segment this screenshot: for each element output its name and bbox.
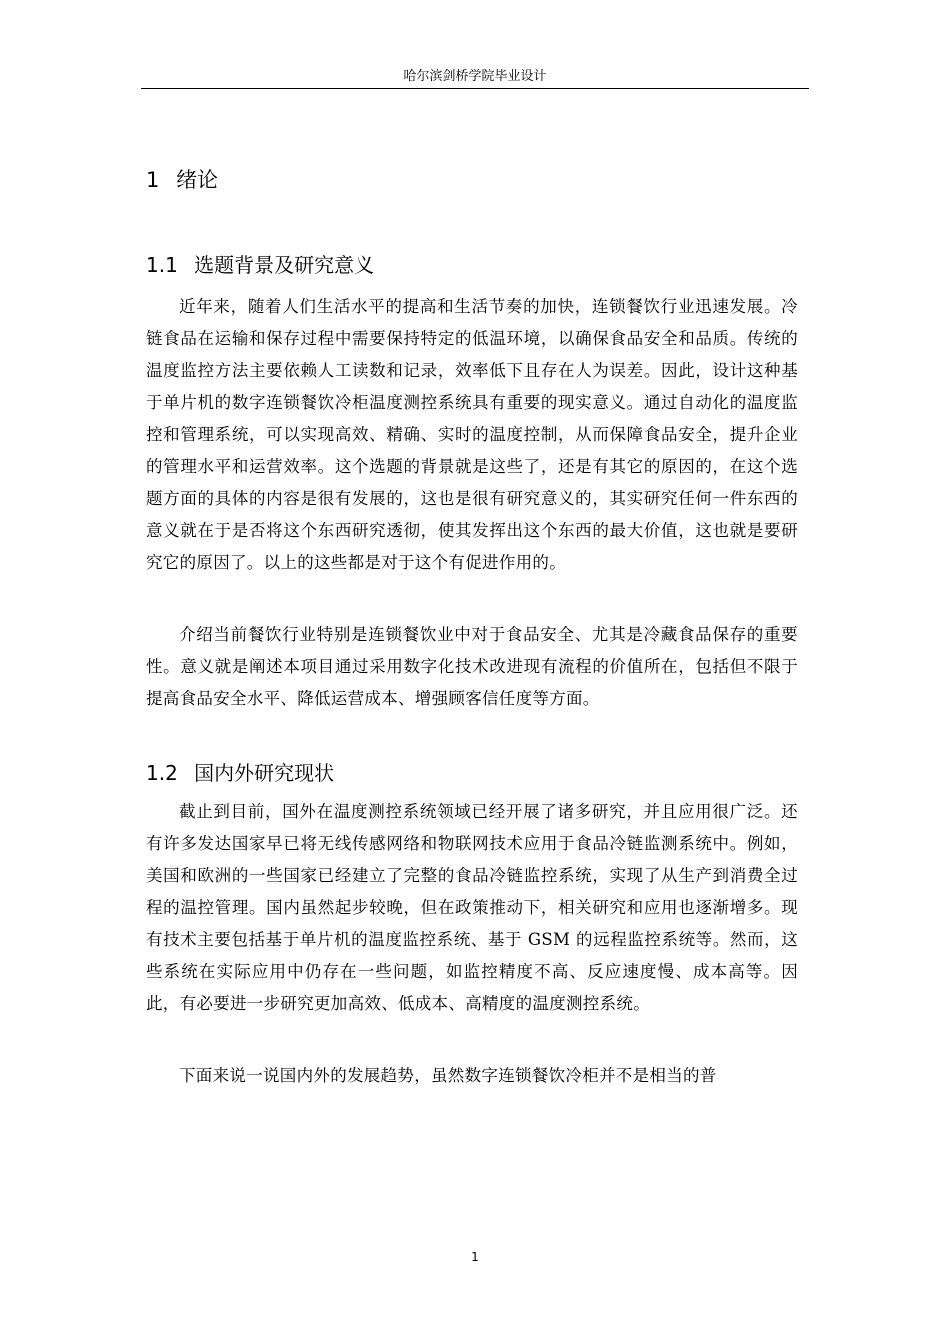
section-heading-1-1 xyxy=(146,252,374,278)
paragraph: 近年来，随着人们生活水平的提高和生活节奏的加快，连锁餐饮行业迅速发展。冷链食品在运输和保存过程中需要保持特定的低温环境，以确保食品安全和品质。传统的温度监控方法主要依赖人工读数和记录，效率低下且存在人为误差。因此，设计这种基于单片机的数字连锁餐饮冷柜温度测控系统具有重要的现实意义。通过自动化的温度监控和管理系统，可以实现高效、精确、实时的温度控制，从而保障食品安全，提升企业的管理水平和运营效率。这个选题的背景就是这些了，还是有其它的原因的，在这个选题方面的具体的内容是很有发展的，这也是很有研究意义的，其实研究任何一件东西的意义就在于是否将这个东西研究透彻，使其发挥出这个东西的最大价值，这也就是要研究它的原因了。以上的这些都是对于这个有促进作用的。 xyxy=(146,297,798,572)
page-number: 1 xyxy=(471,1250,479,1264)
paragraph: 截止到目前，国外在温度测控系统领域已经开展了诸多研究，并且应用很广泛。还有许多发达国家早已将无线传感网络和物联网技术应用于食品冷链监测系统中。例如，美国和欧洲的一些国家已经建立了完整的食品冷链监控系统，实现了从生产到消费全过程的温控管理。国内虽然起步较晚，但在政策推动下，相关研究和应用也逐渐增多。现有技术主要包括基于单片机的温度监控系统、基于 GSM 的远程监控系统等。然而，这些系统在实际应用中仍存在一些问题，如监控精度不高、反应速度慢、成本高等。因此，有必要进一步研究更加高效、低成本、高精度的温度测控系统。 xyxy=(146,802,798,1013)
section-number: 1.2 xyxy=(146,761,178,785)
chapter-title: 绪论 xyxy=(176,168,219,192)
section-number: 1.1 xyxy=(146,253,178,277)
paragraph: 介绍当前餐饮行业特别是连锁餐饮业中对于食品安全、尤其是冷藏食品保存的重要性。意义就是阐述本项目通过采用数字化技术改进现有流程的价值所在，包括但不限于提高食品安全水平、降低运营成本、增强顾客信任度等方面。 xyxy=(146,625,798,708)
chapter-number: 1 xyxy=(146,168,160,192)
section-heading-1-2 xyxy=(146,760,334,786)
chapter-heading xyxy=(146,166,218,194)
paragraph: 下面来说一说国内外的发展趋势，虽然数字连锁餐饮冷柜并不是相当的普 xyxy=(179,1066,717,1085)
header-title: 哈尔滨剑桥学院毕业设计 xyxy=(403,69,547,84)
section-title: 国内外研究现状 xyxy=(194,761,335,785)
page-header xyxy=(141,68,809,89)
section-title: 选题背景及研究意义 xyxy=(194,253,375,277)
